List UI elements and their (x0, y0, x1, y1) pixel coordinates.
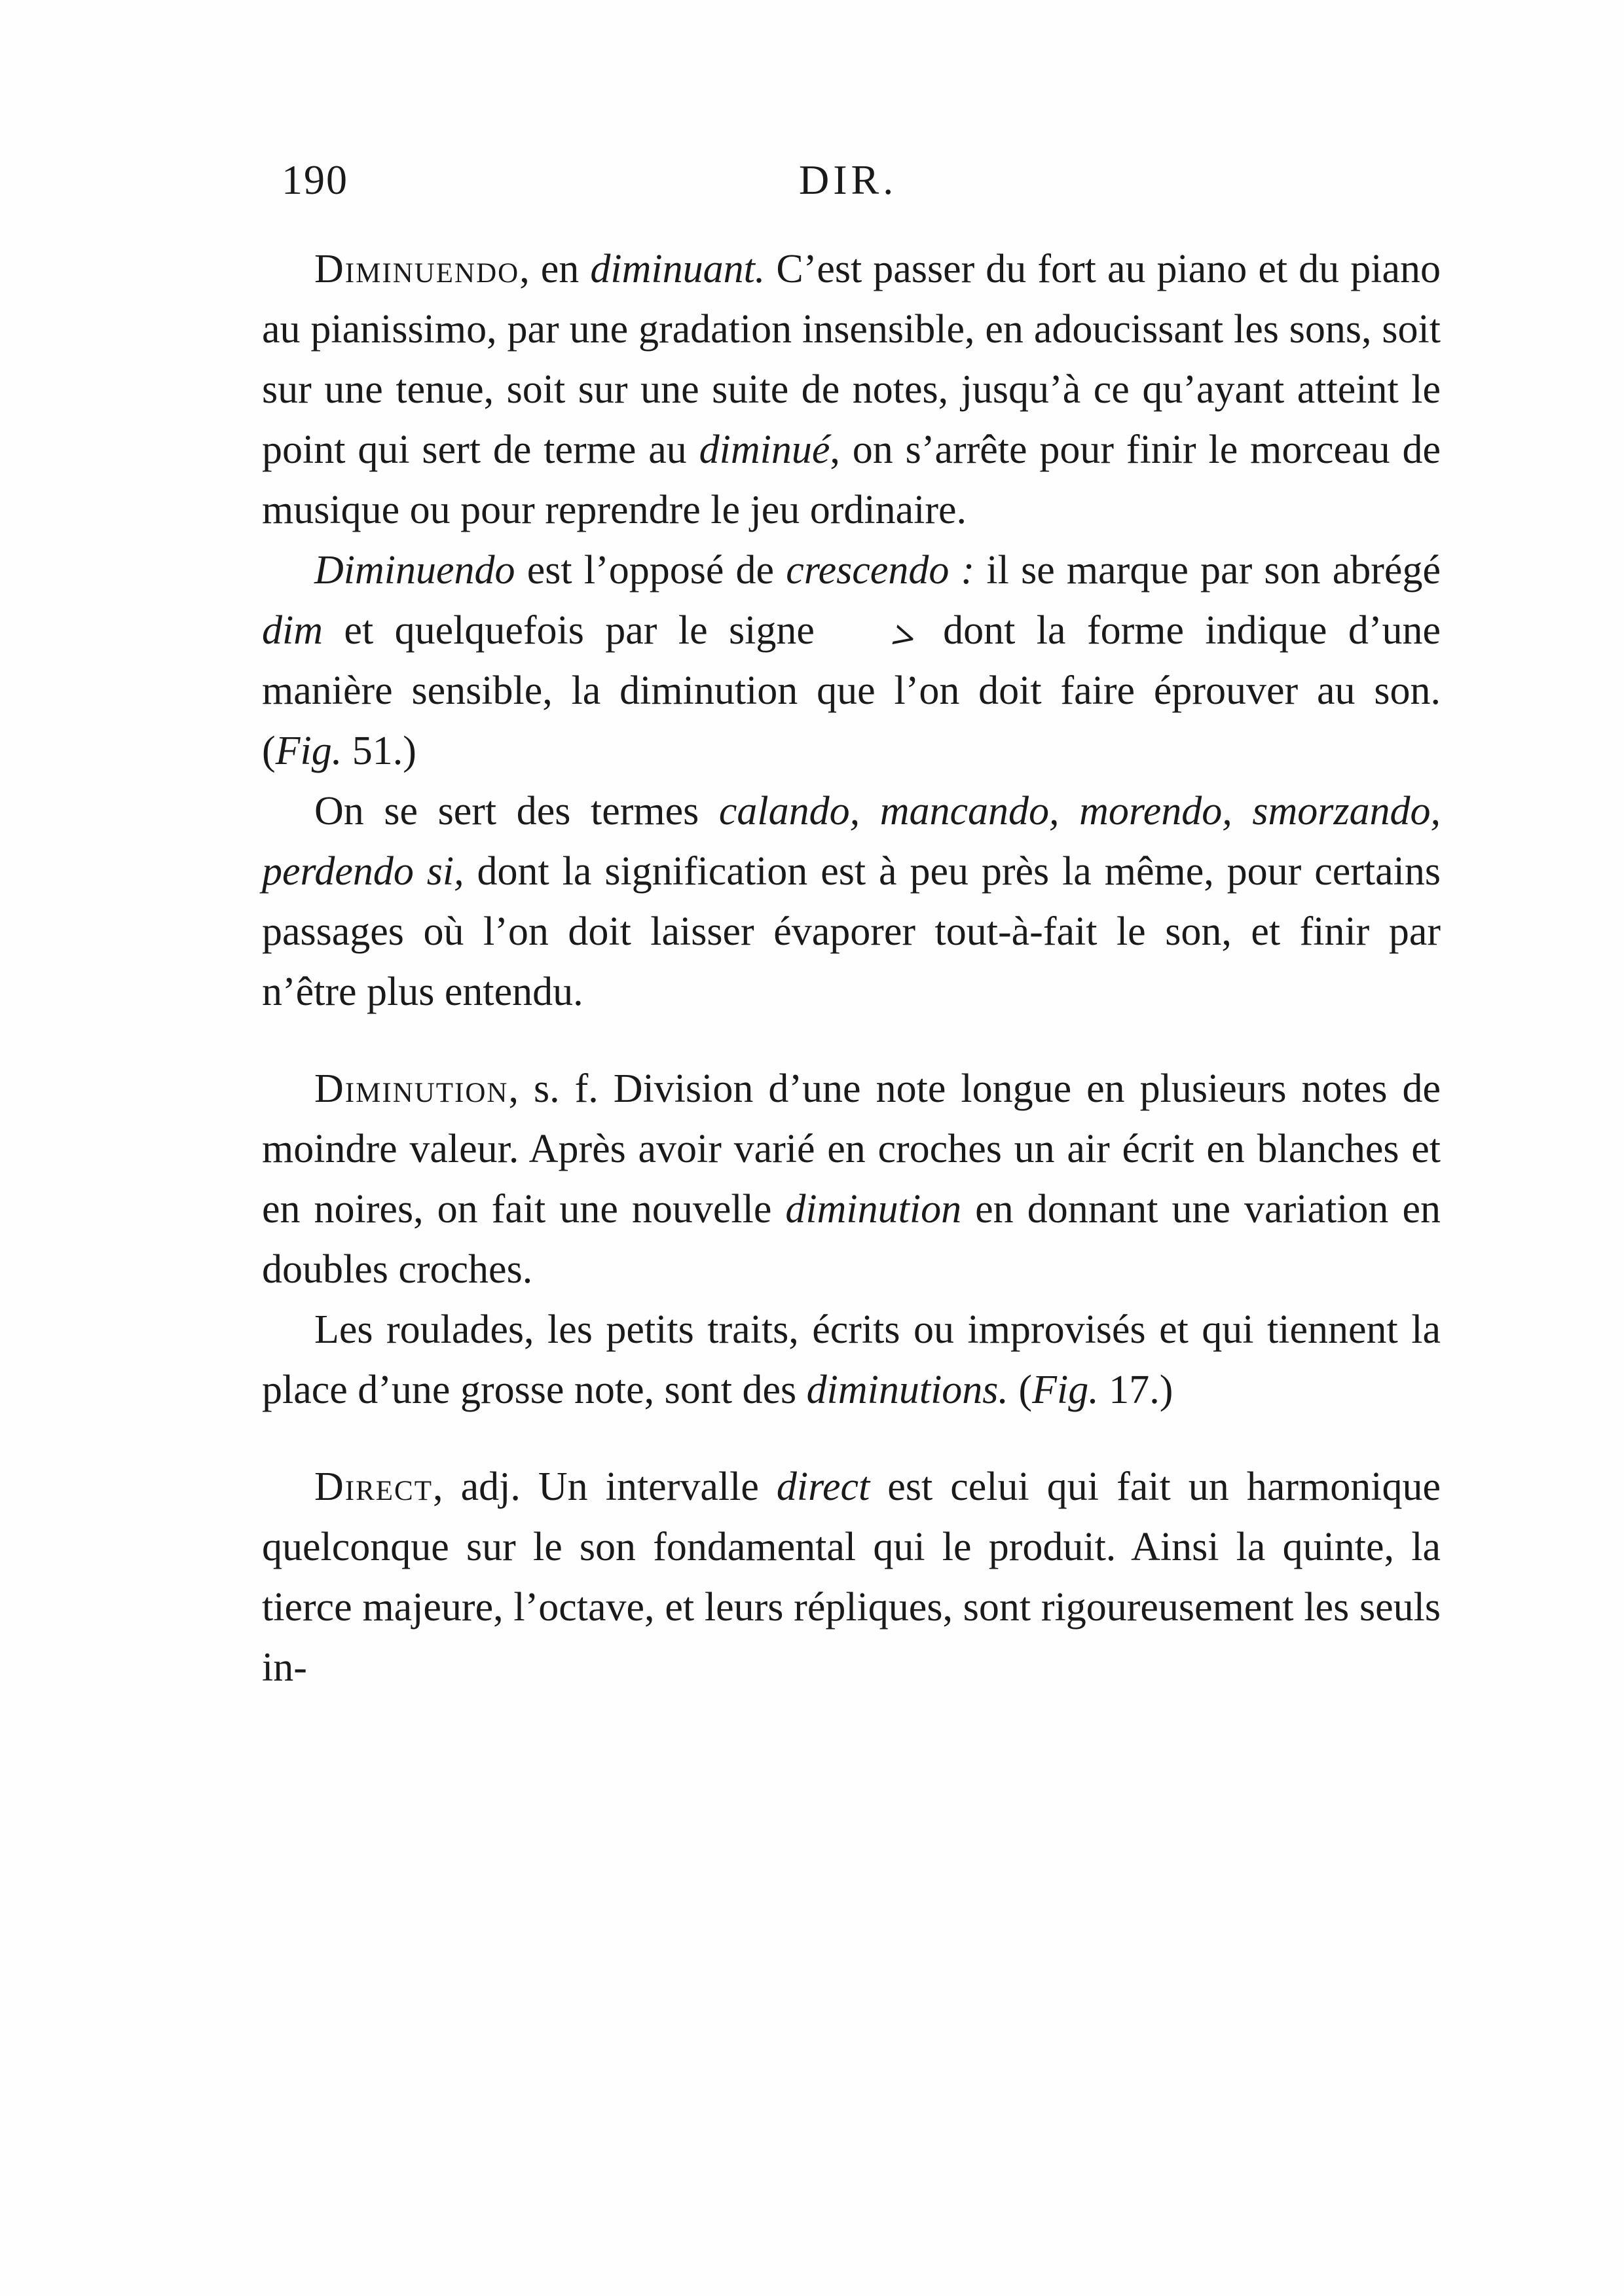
italic-term: Fig. (275, 729, 342, 773)
headword: Diminution (314, 1066, 509, 1111)
text-run: en donnant une variation en doubles croches. (262, 1187, 1441, 1292)
entry-diminution (262, 1059, 1441, 1420)
text-run: C’est passer du fort au piano et du piano au pianissimo, par une gradation insensible, en adoucissant les sons, soit sur une tenue, soit sur une suite de notes, jusqu’à ce qu’ayant atteint le point qui sert de terme au (262, 247, 1441, 472)
page-body (262, 239, 1441, 1734)
text-run: est celui qui fait un harmonique quelconque sur le son fondamental qui le produit. Ainsi la quinte, la tierce majeure, l’octave, et leurs répliques, sont rigoureusement les seuls in- (262, 1465, 1441, 1690)
italic-term: diminution (785, 1187, 962, 1231)
text-run: et quelquefois par le signe (323, 608, 836, 653)
paragraph (262, 540, 1441, 781)
page-header (282, 156, 1421, 215)
text-run: il se marque par son abrégé (974, 548, 1441, 592)
italic-term: calando, mancando, morendo, smorzando, perdendo si, (262, 789, 1441, 894)
paragraph (262, 1457, 1441, 1698)
paragraph (262, 781, 1441, 1022)
text-run: , on s’arrête pour finir le morceau de musique ou pour reprendre le jeu ordinaire. (262, 428, 1441, 532)
decrescendo-sign-icon: > (887, 612, 921, 662)
running-head: DIR. (799, 156, 898, 203)
italic-term: crescendo : (786, 548, 975, 592)
paragraph (262, 1300, 1441, 1420)
italic-term: diminuant. (590, 247, 766, 291)
italic-term: Fig. (1032, 1368, 1099, 1412)
page-number: 190 (282, 156, 348, 203)
headword: Direct (314, 1465, 433, 1509)
italic-term: diminué (699, 428, 830, 472)
entry-direct (262, 1457, 1441, 1698)
paragraph (262, 239, 1441, 540)
text-run: dont la forme indique d’une manière sensible, la diminution que l’on doit faire éprouver au son. ( (262, 608, 1441, 773)
text-run: 17.) (1098, 1368, 1173, 1412)
text-run: , en (519, 247, 591, 291)
text-run: ( (1008, 1368, 1033, 1412)
text-run: est l’opposé de (515, 548, 786, 592)
text-run: , s. f. Division d’une note longue en plusieurs notes de moindre valeur. Après avoir varié en croches un air écrit en blanches et en noires, on fait une nouvelle (262, 1066, 1441, 1231)
text-run: 51.) (342, 729, 416, 773)
text-run: , adj. Un intervalle (433, 1465, 777, 1509)
text-run: dont la signification est à peu près la même, pour certains passages où l’on doit laisser évaporer tout-à-fait le son, et finir par n’être plus entendu. (262, 849, 1441, 1014)
italic-term: diminutions. (806, 1368, 1008, 1412)
text-run: Les roulades, les petits traits, écrits ou improvisés et qui tiennent la place d’une grosse note, sont des (262, 1307, 1441, 1412)
text-run: On se sert des termes (314, 789, 719, 833)
italic-term: direct (776, 1465, 870, 1509)
paragraph (262, 1059, 1441, 1300)
italic-term: Diminuendo (314, 548, 515, 592)
headword: Diminuendo (314, 247, 520, 291)
italic-term: dim (262, 608, 323, 653)
entry-diminuendo (262, 239, 1441, 1022)
